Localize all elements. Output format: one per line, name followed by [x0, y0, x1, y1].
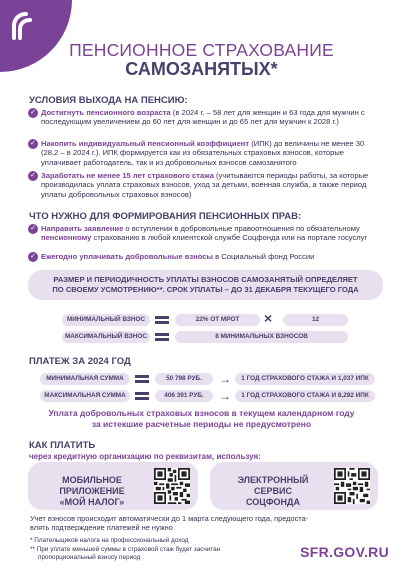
restriction-note: Уплата добровольных страховых взносов в текущем календарном году за истекшие расчетные периоды не предусмотрено [48, 408, 355, 429]
footnote-1: * Плательщиков налога на профессиональный доход [30, 537, 189, 544]
payment-min-label: МИНИМАЛЬНАЯ СУММА [40, 373, 130, 385]
check-icon: ✓ [28, 139, 38, 149]
check-icon: ✓ [28, 224, 38, 234]
formation-heading: ЧТО НУЖНО ДЛЯ ФОРМИРОВАНИЯ ПЕНСИОННЫХ ПРАВ: [29, 211, 302, 222]
check-icon: ✓ [28, 108, 38, 118]
payment-heading: ПЛАТЕЖ ЗА 2024 ГОД [29, 356, 131, 367]
formation-item: ✓ Направить заявление о вступлении в добровольные правоотношения по обязательному пенсионному страхованию в любой клиентской службе Соцфонда или на портале госуслуг [28, 224, 383, 243]
howto-heading: КАК ПЛАТИТЬ [29, 440, 96, 451]
multiplier-value: 12 [283, 314, 348, 326]
title-line1: ПЕНСИОННОЕ СТРАХОВАНИЕ [69, 40, 334, 60]
condition-item: ✓ Достигнуть пенсионного возраста (в 2024 г. – 58 лет для женщин и 63 года для мужчин с последующим увеличением до 60 лет для женщин и до 65 лет для мужчин к 2028 г.) [28, 108, 383, 127]
condition-item: ✓ Заработать не менее 15 лет страхового стажа (учитываются периоды работы, за которые производилась уплата страховых взносов, уход за детьми, военная служба, а также период уплаты добровольных страховых взносов) [28, 171, 383, 199]
payment-max-result: 1 ГОД СТРАХОВОГО СТАЖА И 8,292 ИПК [235, 390, 375, 402]
info-box: РАЗМЕР И ПЕРИОДИЧНОСТЬ УПЛАТЫ ВЗНОСОВ САМОЗАНЯТЫЙ ОПРЕДЕЛЯЕТ ПО СВОЕМУ УСМОТРЕНИЮ**. СРОК УПЛАТЫ – ДО 31 ДЕКАБРЯ ТЕКУЩЕГО ГОДА [28, 270, 383, 300]
card-sfr-service[interactable]: ЭЛЕКТРОННЫЙ СЕРВИС СОЦФОНДА [210, 462, 378, 510]
footnote-2-cont: пропорциональный взносу период [38, 554, 141, 561]
equals-icon [155, 332, 169, 342]
equals-icon [155, 315, 169, 325]
equals-icon [135, 374, 149, 384]
payment-max-label: МАКСИМАЛЬНАЯ СУММА [40, 390, 130, 402]
formation-item: ✓ Ежегодно уплачивать добровольные взносы в Социальный фонд России [28, 252, 383, 261]
condition-item: ✓ Накопить индивидуальный пенсионный коэффициент (ИПК) до величины не менее 30 (28,2 – в 2024 г.). ИПК формируется как из обязательных страховых взносов, которые уплачивает работодатель, так и из добровольных взносов самозанятого [28, 139, 383, 167]
arrow-right-icon: → [219, 389, 231, 403]
payment-min-result: 1 ГОД СТРАХОВОГО СТАЖА И 1,037 ИПК [235, 373, 375, 385]
site-link[interactable]: SFR.GOV.RU [300, 544, 389, 560]
sfr-logo-icon[interactable] [6, 8, 40, 42]
howto-subheading: через кредитную организацию по реквизитам, используя: [29, 452, 261, 461]
min-contribution-label: МИНИМАЛЬНЫЙ ВЗНОС [62, 314, 150, 326]
card-my-tax-app[interactable]: МОБИЛЬНОЕ ПРИЛОЖЕНИЕ «МОЙ НАЛОГ» [28, 462, 198, 510]
min-contribution-value: 22% ОТ МРОТ [175, 314, 260, 326]
max-contribution-label: МАКСИМАЛЬНЫЙ ВЗНОС [62, 331, 150, 343]
qr-code-icon[interactable] [334, 468, 370, 504]
check-icon: ✓ [28, 252, 38, 262]
times-icon: × [264, 310, 273, 326]
payment-max-amount: 406 391 РУБ. [155, 390, 213, 402]
arrow-right-icon: → [219, 372, 231, 386]
accounting-note: Учет взносов происходит автоматически до 1 марта следующего года, предоста- влять подтверждение платежей не нужно [30, 514, 309, 532]
footnote-2: ** При уплате меньшей суммы в страховой стаж будет засчитан [30, 546, 221, 553]
check-icon: ✓ [28, 171, 38, 181]
title-line2: САМОЗАНЯТЫХ* [125, 59, 278, 79]
payment-min-amount: 50 798 РУБ. [155, 373, 213, 385]
qr-code-icon[interactable] [154, 468, 190, 504]
max-contribution-value: 8 МИНИМАЛЬНЫХ ВЗНОСОВ [175, 331, 348, 343]
equals-icon [135, 391, 149, 401]
conditions-heading: УСЛОВИЯ ВЫХОДА НА ПЕНСИЮ: [29, 95, 188, 106]
